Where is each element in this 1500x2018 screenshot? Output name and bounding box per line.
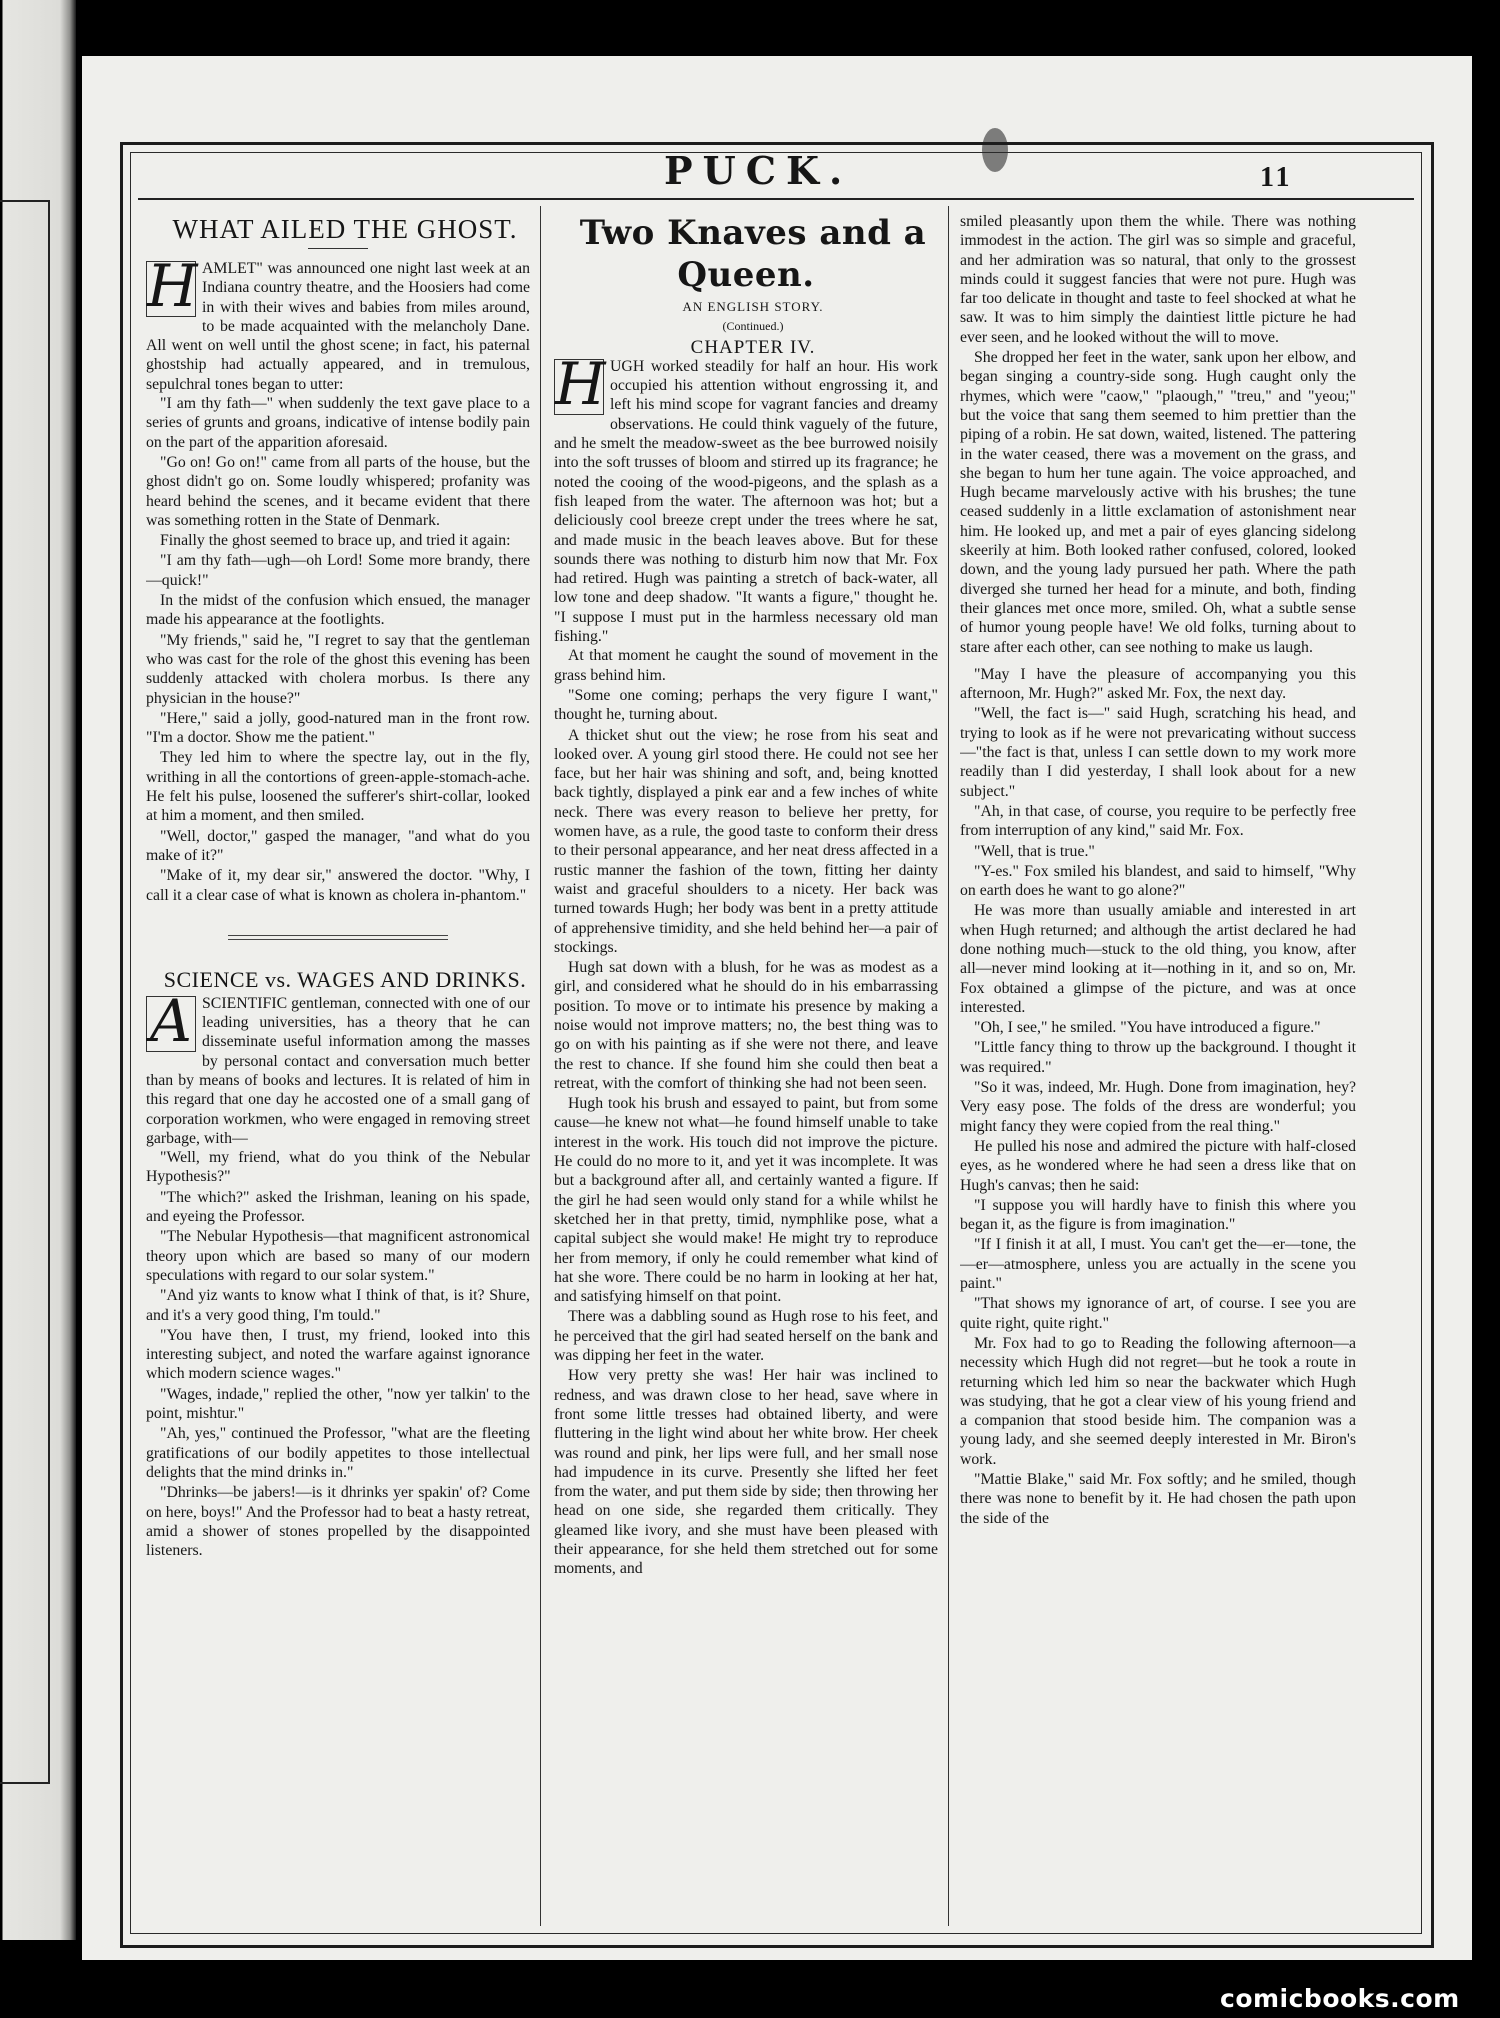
page-number: 11 <box>1260 162 1293 193</box>
section-divider <box>228 935 448 940</box>
paragraph: Finally the ghost seemed to brace up, and tried it again: <box>160 532 511 550</box>
paragraph: "That shows my ignorance of art, of course. I see you are quite right, quite right." <box>960 1295 1356 1332</box>
ghost-story-first-paragraph: AMLET" was announced one night last week at an Indiana country theatre, and the Hoosiers had come in with their wives and babies from miles around, to be made acquainted with the melancholy Dane. All went on well until the ghost scene; in fact, his paternal ghostship had actually appeared, and in tremulous, sepulchral tones began to utter: <box>146 260 530 393</box>
paragraph: Hugh sat down with a blush, for he was as modest as a girl, and considered what he should do in his embarrassing position. To move or to intimate his presence by making a noise would not improve matters; no, the best thing was to go on with his painting as if she were not there, and leave the rest to chance. If she found him she could then beat a retreat, with the comfort of thinking she had not been seen. <box>554 959 938 1092</box>
paragraph: In the midst of the confusion which ensued, the manager made his appearance at the footlights. <box>146 592 530 629</box>
paragraph: "May I have the pleasure of accompanying you this afternoon, Mr. Hugh?" asked Mr. Fox, the next day. <box>960 665 1356 703</box>
watermark-text: comicbooks.com <box>1220 1984 1460 2013</box>
paragraph: "Make of it, my dear sir," answered the doctor. "Why, I call it a clear case of what is known as cholera in-phantom." <box>146 867 530 904</box>
science-story-title: SCIENCE vs. WAGES AND DRINKS. <box>163 966 527 992</box>
column-divider-2 <box>948 206 949 1926</box>
paragraph: "Well, the fact is—" said Hugh, scratching his head, and trying to look as if he were not prevaricating without success—"the fact is that, unless I can settle down to my work more readily than I did yesterday, I shall look about for a new subject." <box>960 705 1356 800</box>
paragraph: "The which?" asked the Irishman, leaning on his spade, and eyeing the Professor. <box>146 1188 530 1226</box>
serial-title: Two Knaves and a Queen. <box>579 213 927 295</box>
paragraph: She dropped her feet in the water, sank upon her elbow, and began singing a country-side song. Hugh caught only the rhymes, which were "caow," "plaough," "treu," and "yeou;" but the voice that sang them seemed to him prettier than the piping of a robin. He sat down, waited, listened. The pattering in the water ceased, there was a movement on the grass, and she began to hum her tune again. The voice approached, and Hugh became marvelously active with his brushes; the tune ceased suddenly in a little exclamation of astonishment near him. He looked up, and met a pair of eyes glancing sidelong skeerily at him. Both looked rather confused, colored, looked down, and the young lady pursued her path. Where the path diverged she turned her head for a minute, and both, finding their glances met once more, smiled. Oh, what a subtle sense of humor young people have! We old folks, turning about to stare after each other, can see nothing to make us laugh. <box>960 349 1356 656</box>
right-column <box>960 212 1356 1922</box>
paragraph: He pulled his nose and admired the picture with half-closed eyes, as he wondered where he had seen a dress like that on Hugh's canvas; then he said: <box>960 1137 1356 1194</box>
paragraph: "Mattie Blake," said Mr. Fox softly; and he smiled, though there was none to benefit by it. He had chosen the path upon the side of the <box>960 1471 1356 1527</box>
paragraph: How very pretty she was! Her hair was inclined to redness, and was drawn close to her head, save where in front some little tresses had obtained liberty, and were fluttering in the light wind about her white brow. Her cheek was round and pink, her lips were full, and her small nose had impudence in its curve. Presently she lifted her feet from the water, and put them side by side; then throwing her head on one side, she regarded them critically. They gleamed like ivory, and she must have been pleased with their appearance, for she held them stretched out for some moments, and <box>554 1367 938 1578</box>
title-dash <box>308 248 368 249</box>
newspaper-page <box>82 56 1472 1976</box>
paragraph: "If I finish it at all, I must. You can't get the—er—tone, the—er—atmosphere, unless you are actually in the scene you paint." <box>960 1236 1356 1293</box>
paragraph: "Here," said a jolly, good-natured man in the front row. "I'm a doctor. Show me the patient." <box>146 709 530 747</box>
column-divider-1 <box>540 206 541 1926</box>
chapter-heading: CHAPTER IV. <box>690 336 816 358</box>
paragraph: "I suppose you will hardly have to finish this where you began it, as the figure is from imagination." <box>960 1196 1356 1234</box>
drop-cap: A <box>146 996 196 1052</box>
paragraph: "Ah, in that case, of course, you require to be perfectly free from interruption of any kind," said Mr. Fox. <box>960 802 1356 840</box>
paragraph: "And yiz wants to know what I think of that, is it? Shure, and it's a very good thing, I'm tould." <box>146 1287 530 1324</box>
masthead-rule <box>138 198 1414 200</box>
drop-cap: H <box>555 356 606 418</box>
continued-note: (Continued.) <box>722 319 784 334</box>
ghost-story-title: WHAT AILED THE GHOST. <box>172 214 518 244</box>
ghost-story-opening <box>146 259 530 394</box>
paragraph: Hugh took his brush and essayed to paint, but from some cause—he knew not what—he found himself unable to take interest in the work. His touch did not improve the picture. He could do no more to it, and yet it was incomplete. It was but a background after all, and certainly wanted a figure. If the girl he had seen would only stand for a while whilst he sketched her in that pretty, timid, nymphlike pose, what a capital subject she would make! He might try to reproduce her from memory, if only he could remember what kind of hat she wore. There could be no harm in looking at her hat, and satisfying himself on that point. <box>554 1095 938 1306</box>
paragraph: He was more than usually amiable and interested in art when Hugh returned; and although the artist declared he had done nothing much—stuck to the old thing, you know, after all—never mind looking at it—nothing in it, and so on, Mr. Fox obtained a glimpse of the picture, and was at once interested. <box>960 902 1356 1016</box>
paragraph: "So it was, indeed, Mr. Hugh. Done from imagination, hey? Very easy pose. The folds of the dress are wonderful; you might fancy they were copied from the real thing." <box>960 1079 1356 1135</box>
middle-column <box>554 212 938 1922</box>
serial-subtitle: AN ENGLISH STORY. <box>682 299 824 314</box>
paragraph: They led him to where the spectre lay, out in the fly, writhing in all the contortions of green-apple-stomach-ache. He felt his pulse, loosened the sufferer's shirt-collar, looked at him a moment, and then smiled. <box>146 749 530 825</box>
paragraph: "Dhrinks—be jabers!—is it dhrinks yer spakin' of? Come on here, boys!" And the Professor had to beat a hasty retreat, amid a shower of stones propelled by the disappointed listeners. <box>146 1484 530 1560</box>
paragraph: Mr. Fox had to go to Reading the following afternoon—a necessity which Hugh did not regret—but he took a route in returning which led him so near the backwater which Hugh was studying, that he got a clear view of his young friend and a companion that stood beside him. The companion was a young lady, and she seemed deeply interested in Mr. Biron's work. <box>960 1334 1356 1468</box>
science-story-opening <box>146 994 530 1148</box>
science-story-first-paragraph: SCIENTIFIC gentleman, connected with one of our leading universities, has a theory that he can disseminate useful information among the masses by personal contact and conversation much better than by means of books and lectures. It is related of him in this regard that one day he accosted one of a small gang of corporation workmen, who were engaged in removing street garbage, with— <box>146 994 530 1147</box>
paragraph: "Oh, I see," he smiled. "You have introduced a figure." <box>974 1019 1321 1037</box>
paragraph: "Well, that is true." <box>974 842 1095 860</box>
paragraph: "Little fancy thing to throw up the background. I thought it was required." <box>960 1039 1356 1076</box>
paragraph: "The Nebular Hypothesis—that magnificent astronomical theory upon which are based so many of our modern speculations with regard to our solar system." <box>146 1228 530 1284</box>
paragraph: There was a dabbling sound as Hugh rose to his feet, and he perceived that the girl had seated herself on the bank and was dipping her feet in the water. <box>554 1308 938 1365</box>
left-column <box>146 212 530 1922</box>
paragraph: "Y-es." Fox smiled his blandest, and said to himself, "Why on earth does he want to go alone?" <box>960 862 1356 900</box>
paragraph: "You have then, I trust, my friend, looked into this interesting subject, and noted the warfare against ignorance which modern science wages." <box>146 1326 530 1383</box>
drop-cap: H <box>147 259 198 320</box>
facing-page-rule <box>0 200 50 1784</box>
paragraph: At that moment he caught the sound of movement in the grass behind him. <box>554 647 938 684</box>
paragraph: "Wages, indade," replied the other, "now yer talkin' to the point, mishtur." <box>146 1385 530 1423</box>
paragraph: smiled pleasantly upon them the while. There was nothing immodest in the action. The girl was so simple and graceful, and her admiration was so natural, that only to the grossest minds could it suggest fancies that were not pure. Hugh was far too delicate in thought and taste to feel shocked at what he saw. It was to him simply the daintiest little picture he had ever seen, and he looked without the will to move. <box>960 213 1356 346</box>
paragraph: "Well, my friend, what do you think of the Nebular Hypothesis?" <box>146 1149 530 1186</box>
paragraph: "Ah, yes," continued the Professor, "what are the fleeting gratifications of our bodily appetites to those intellectual delights that the mind drinks in." <box>146 1425 530 1481</box>
paragraph: "Go on! Go on!" came from all parts of the house, but the ghost didn't go on. Some loudly whispered; profanity was heard behind the scenes, and it became evident that there was something rotten in the State of Denmark. <box>146 453 530 529</box>
facing-page-edge <box>0 0 76 1940</box>
paragraph: "I am thy fath—" when suddenly the text gave place to a series of grunts and groans, indicative of intense bodily pain on the part of the apparition aforesaid. <box>146 395 530 451</box>
paragraph: "My friends," said he, "I regret to say that the gentleman who was cast for the role of the ghost this evening has been suddenly attacked with cholera morbus. Is there any physician in the house?" <box>146 631 530 707</box>
masthead-title: PUCK. <box>664 148 853 193</box>
paragraph: A thicket shut out the view; he rose from his seat and looked over. A young girl stood there. He could not see her face, but her hair was shining and soft, and, being knotted back tightly, displayed a pink ear and a few inches of white neck. There was every reason to believe her pretty, for women have, as a rule, the good taste to conform their dress to their personal appearance, and her neat dress affected in a rustic manner the fashion of the town, fitting her dainty waist and graceful shoulders to a nicety. Her back was turned towards Hugh; her body was bent in a pretty attitude of apprehensive timidity, and she held behind her—a pair of stockings. <box>554 726 938 956</box>
chapter-first-paragraph: UGH worked steadily for half an hour. His work occupied his attention without engrossing it, and left his mind scope for vagrant fancies and dreamy observations. He could think vaguely of the future, and he smelt the meadow-sweet as the bee burrowed noisily into the soft trusses of bloom and stirred up its fragrance; he noted the cooing of the wood-pigeons, and the splash as a fish leaped from the water. The afternoon was hot; but a deliciously cool breeze crept under the trees where he sat, and made music in the beach leaves above. But for these sounds there was nothing to disturb him now that Mr. Fox had retired. Hugh was painting a stretch of back-water, all low tone and deep shadow. "It wants a figure," thought he. "I suppose I must put in the harmless necessary old man fishing." <box>554 357 938 646</box>
chapter-opening <box>554 357 938 646</box>
paragraph: "Some one coming; perhaps the very figure I want," thought he, turning about. <box>554 686 938 724</box>
paragraph: "Well, doctor," gasped the manager, "and what do you make of it?" <box>146 827 530 864</box>
paragraph: "I am thy fath—ugh—oh Lord! Some more brandy, there—quick!" <box>146 552 530 589</box>
